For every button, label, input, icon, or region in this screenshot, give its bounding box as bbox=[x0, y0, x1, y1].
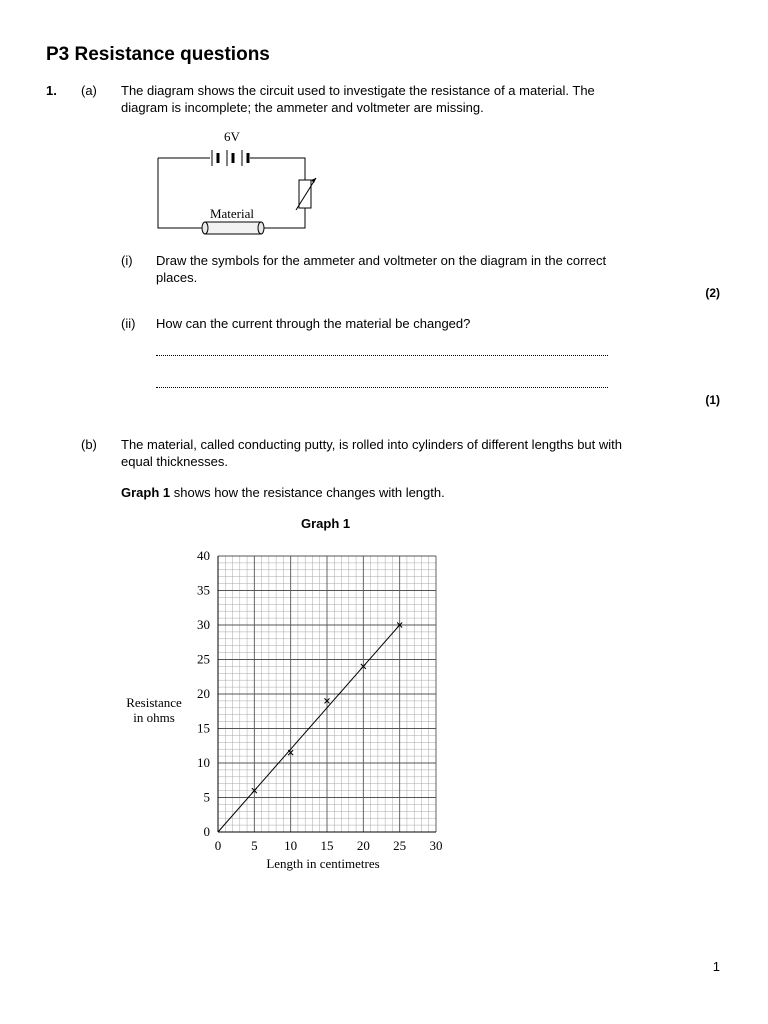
y-tick-label: 20 bbox=[197, 686, 210, 701]
question-number: 1. bbox=[46, 83, 57, 98]
x-tick-label: 25 bbox=[393, 838, 407, 853]
part-b-label: (b) bbox=[81, 437, 97, 452]
y-tick-label: 0 bbox=[203, 824, 210, 839]
battery-icon bbox=[212, 150, 254, 166]
page-title: P3 Resistance questions bbox=[46, 44, 270, 65]
graph-title: Graph 1 bbox=[301, 516, 351, 531]
part-i-marks: (2) bbox=[705, 286, 720, 300]
answer-line-1[interactable] bbox=[156, 355, 608, 356]
y-tick-label: 35 bbox=[197, 582, 210, 598]
x-tick-label: 15 bbox=[320, 838, 334, 853]
answer-line-2[interactable] bbox=[156, 387, 608, 388]
part-i-text-line2: places. bbox=[156, 270, 198, 285]
variable-resistor-icon bbox=[296, 178, 316, 210]
graph-reference-rest: shows how the resistance changes with length. bbox=[170, 485, 445, 500]
x-axis-label: Length in centimetres bbox=[266, 856, 380, 871]
battery-label: 6V bbox=[224, 129, 240, 144]
material-label: Material bbox=[209, 206, 255, 221]
y-axis-label-line2: in ohms bbox=[133, 710, 175, 725]
part-a-text-line1: The diagram shows the circuit used to investigate the resistance of a material. The bbox=[121, 83, 595, 98]
y-tick-label: 40 bbox=[197, 548, 210, 563]
x-tick-labels bbox=[215, 838, 443, 853]
y-tick-label: 30 bbox=[197, 617, 210, 632]
x-tick-label: 10 bbox=[284, 838, 298, 853]
part-a-label: (a) bbox=[81, 83, 97, 98]
part-i-label: (i) bbox=[121, 253, 133, 268]
part-ii-text: How can the current through the material be changed? bbox=[156, 316, 471, 331]
circuit-diagram bbox=[150, 126, 330, 238]
part-b-text-line2: equal thicknesses. bbox=[121, 454, 228, 469]
x-tick-label: 20 bbox=[356, 838, 370, 853]
x-tick-label: 30 bbox=[429, 838, 443, 853]
page-number: 1 bbox=[712, 959, 720, 974]
x-tick-label: 0 bbox=[214, 838, 222, 853]
graph-1 bbox=[110, 540, 460, 880]
y-tick-label: 10 bbox=[197, 755, 210, 770]
y-tick-label: 5 bbox=[203, 789, 210, 805]
part-i-text-line1: Draw the symbols for the ammeter and voltmeter on the diagram in the correct bbox=[156, 253, 607, 268]
graph-reference-sentence bbox=[121, 484, 445, 501]
graph-reference-bold: Graph 1 bbox=[121, 485, 171, 500]
part-a-text-line2: diagram is incomplete; the ammeter and voltmeter are missing. bbox=[121, 100, 484, 115]
part-b-text-line1: The material, called conducting putty, is rolled into cylinders of different lengths but with bbox=[121, 437, 623, 452]
y-tick-labels bbox=[197, 548, 210, 839]
y-tick-label: 15 bbox=[197, 720, 210, 736]
part-ii-marks: (1) bbox=[705, 393, 720, 407]
part-ii-label: (ii) bbox=[121, 316, 136, 331]
x-tick-label: 5 bbox=[251, 838, 258, 853]
y-axis-label-line1: Resistance bbox=[126, 695, 182, 710]
y-tick-label: 25 bbox=[197, 651, 210, 667]
material-cylinder-icon bbox=[202, 222, 264, 234]
